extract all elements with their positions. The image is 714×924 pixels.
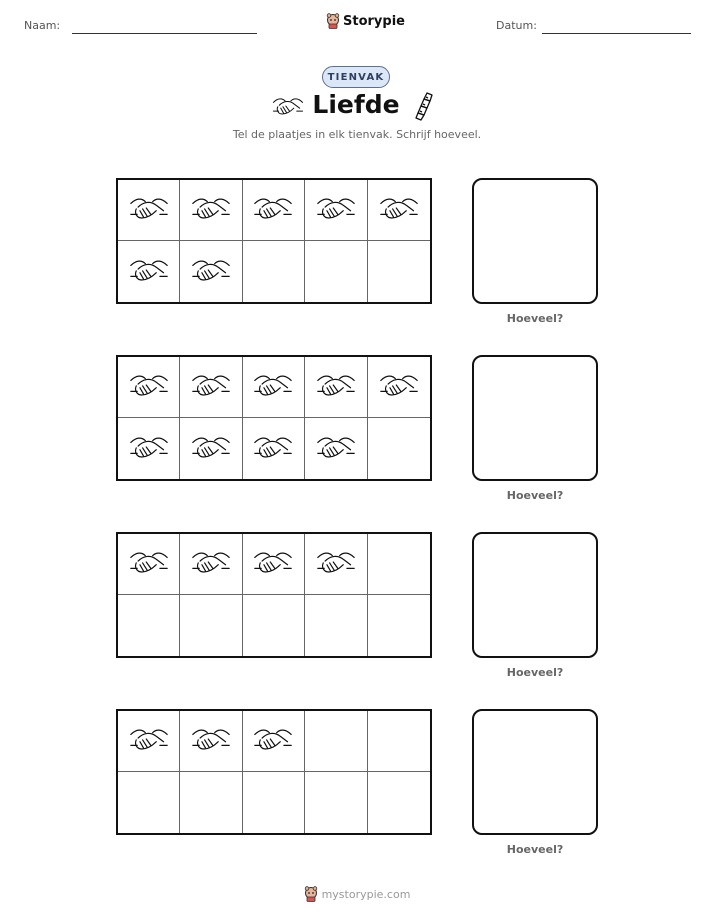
ribbon-icon [414,91,434,121]
ten-frame-cell [368,180,430,241]
ten-frame-cell [180,180,242,241]
ten-frame-cell [305,534,367,595]
answer-box[interactable] [472,178,598,304]
ten-frame-cell [368,418,430,479]
answer-box[interactable] [472,709,598,835]
handshake-icon [191,371,231,403]
ten-frame-cell [180,772,242,833]
handshake-icon [191,194,231,226]
ten-frame-cell [305,711,367,772]
ten-frame-cell [368,241,430,302]
date-label: Datum: [496,19,537,32]
handshake-icon [253,725,293,757]
ten-frame-cell [118,772,180,833]
ten-frame-cell [243,711,305,772]
ten-frame-cell [243,241,305,302]
handshake-icon [253,548,293,580]
answer-box[interactable] [472,355,598,481]
ten-frame [116,178,432,304]
ten-frame-cell [118,241,180,302]
ten-frame-cell [305,418,367,479]
ten-frame [116,532,432,658]
answer-label: Hoeveel? [506,843,564,856]
ten-frame-cell [118,711,180,772]
handshake-icon [253,371,293,403]
handshake-icon [253,433,293,465]
ten-frame-cell [180,711,242,772]
ten-frame-cell [180,357,242,418]
brand-name: Storypie [343,13,405,29]
answer-label: Hoeveel? [506,489,564,502]
ten-frame-cell [180,534,242,595]
ten-frame-cell [305,595,367,656]
instruction-text: Tel de plaatjes in elk tienvak. Schrijf hoeveel. [232,128,482,141]
handshake-icon [316,371,356,403]
ten-frame-cell [118,595,180,656]
ten-frame [116,709,432,835]
ten-frame-cell [118,180,180,241]
brand [326,13,405,29]
ten-frame-cell [243,418,305,479]
name-label: Naam: [24,19,61,32]
handshake-icon [129,194,169,226]
ten-frame-cell [243,534,305,595]
footer-url: mystorypie.com [321,887,411,901]
handshake-icon [191,548,231,580]
handshake-icon [316,433,356,465]
handshake-icon [379,194,419,226]
ten-frame [116,355,432,481]
handshake-icon [379,371,419,403]
ten-frame-cell [118,534,180,595]
ten-frame-cell [180,241,242,302]
handshake-icon [129,548,169,580]
ten-frame-cell [118,357,180,418]
name-line[interactable] [72,33,257,34]
ten-frame-cell [243,357,305,418]
date-line[interactable] [542,33,691,34]
ten-frame-cell [368,357,430,418]
ten-frame-cell [243,595,305,656]
worksheet-type-badge: TIENVAK [322,66,390,88]
handshake-icon [316,194,356,226]
answer-box[interactable] [472,532,598,658]
handshake-icon [316,548,356,580]
ten-frame-cell [305,772,367,833]
ten-frame-cell [305,357,367,418]
ten-frame-cell [180,418,242,479]
ten-frame-cell [243,180,305,241]
mascot-icon [304,886,318,902]
answer-label: Hoeveel? [506,312,564,325]
ten-frame-cell [368,534,430,595]
handshake-icon [191,256,231,288]
handshake-icon [129,725,169,757]
handshake-icon [191,725,231,757]
page-title: Liefde [312,90,400,119]
ten-frame-cell [305,241,367,302]
ten-frame-cell [368,595,430,656]
answer-label: Hoeveel? [506,666,564,679]
mascot-icon [326,13,340,29]
handshake-icon [191,433,231,465]
ten-frame-cell [368,772,430,833]
ten-frame-cell [243,772,305,833]
handshake-icon [129,256,169,288]
footer [0,886,714,902]
ten-frame-cell [305,180,367,241]
handshake-icon [253,194,293,226]
ten-frame-cell [368,711,430,772]
ten-frame-cell [118,418,180,479]
handshake-icon [129,433,169,465]
ten-frame-cell [180,595,242,656]
handshake-icon [129,371,169,403]
